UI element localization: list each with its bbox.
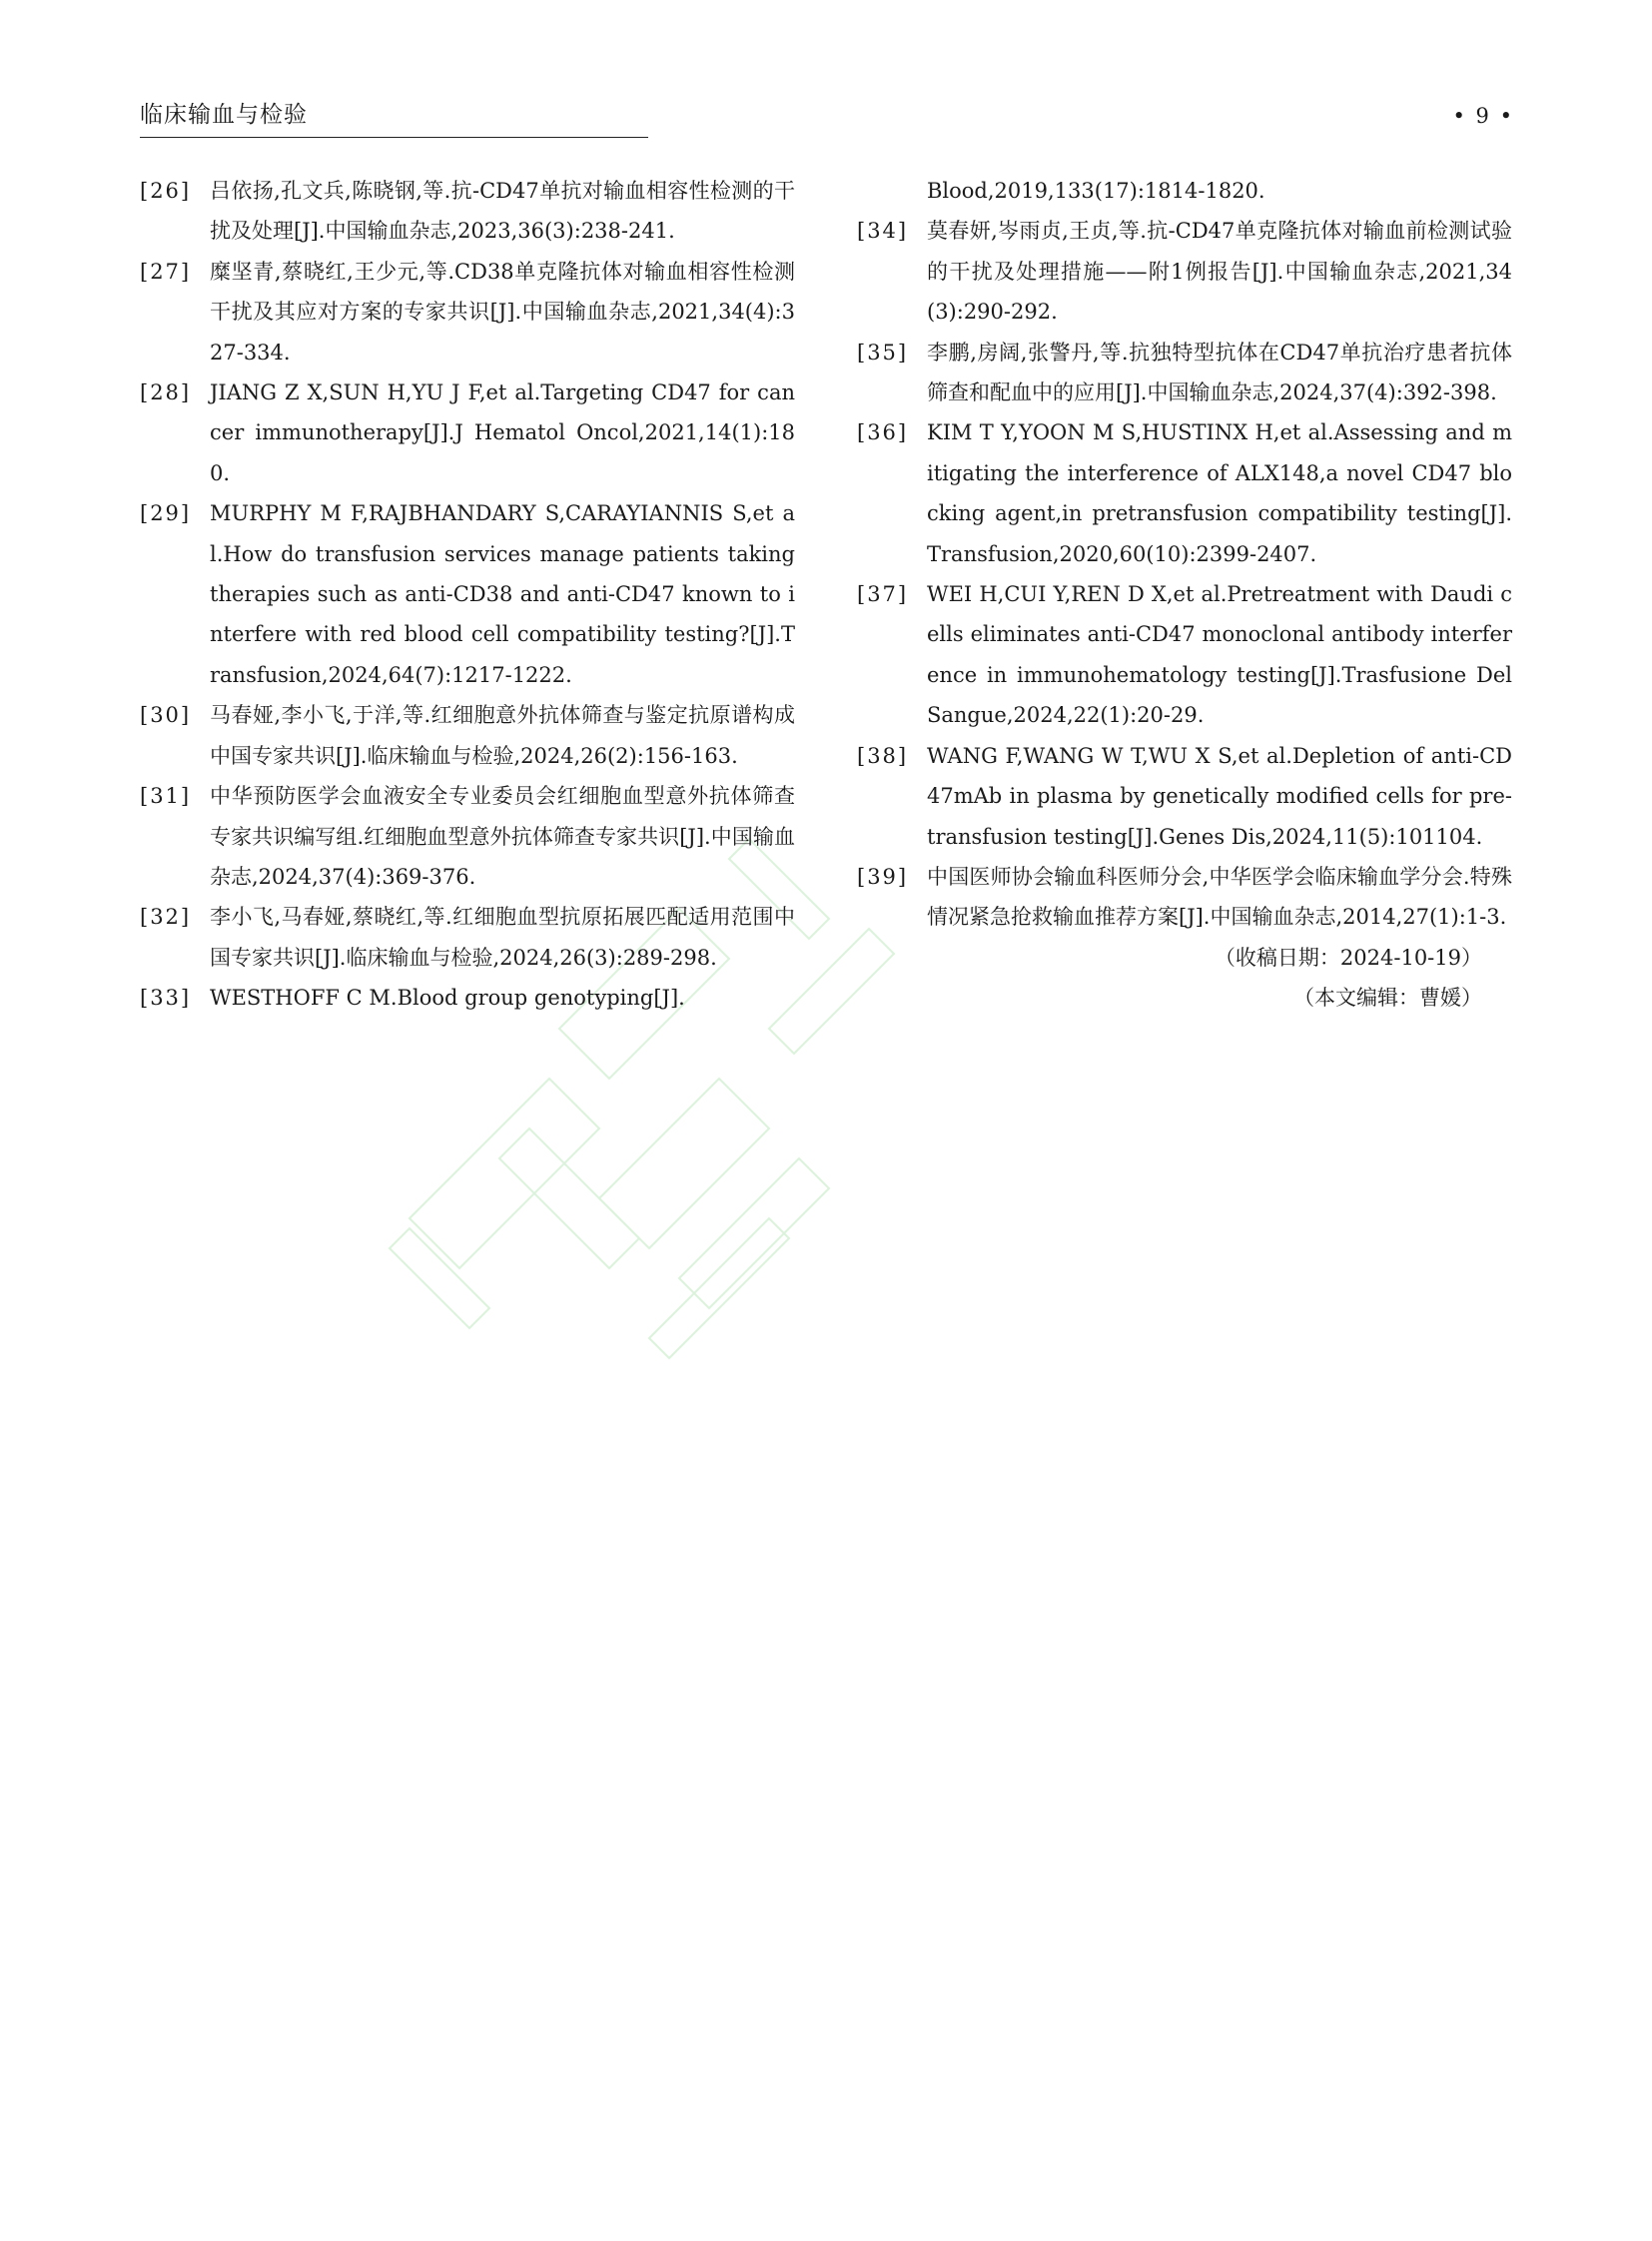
reference-item <box>140 252 795 373</box>
reference-number: [37] <box>857 582 909 607</box>
reference-number: [34] <box>857 219 909 244</box>
reference-item <box>857 333 1512 413</box>
reference-text: WEI H,CUI Y,REN D X,et al.Pretreatment with Daudi cells eliminates anti-CD47 monoclonal antibody interference in immunohematology testing[J].Trasfusione Del Sangue,2024,22(1):20-29. <box>927 582 1512 728</box>
reference-text: KIM T Y,YOON M S,HUSTINX H,et al.Assessing and mitigating the interference of ALX148,a novel CD47 blocking agent,in pretransfusion compatibility testing[J].Transfusion,2020,60(10):2399-2407. <box>927 420 1512 566</box>
journal-name: 临床输血与检验 <box>140 102 308 128</box>
reference-item <box>140 897 795 978</box>
reference-number: [38] <box>857 743 909 768</box>
reference-number: [36] <box>857 420 909 445</box>
reference-text: 糜坚青,蔡晓红,王少元,等.CD38单克隆抗体对输血相容性检测干扰及其应对方案的专家共识[J].中国输血杂志,2021,34(4):327-334. <box>210 259 795 365</box>
reference-text: WESTHOFF C M.Blood group genotyping[J]. <box>210 986 685 1011</box>
reference-text: 李小飞,马春娅,蔡晓红,等.红细胞血型抗原拓展匹配适用范围中国专家共识[J].临床输血与检验,2024,26(3):289-298. <box>210 905 795 970</box>
reference-number: [35] <box>857 340 909 365</box>
reference-number: [31] <box>140 784 192 809</box>
reference-number: [27] <box>140 259 192 284</box>
received-date: （收稿日期：2024-10-19） <box>1214 945 1482 970</box>
reference-text: 马春娅,李小飞,于洋,等.红细胞意外抗体筛查与鉴定抗原谱构成中国专家共识[J].临床输血与检验,2024,26(2):156-163. <box>210 703 795 768</box>
reference-continuation: Blood,2019,133(17):1814-1820. <box>927 179 1265 203</box>
left-column <box>140 171 795 1019</box>
reference-number: [26] <box>140 179 192 203</box>
reference-item <box>140 373 795 493</box>
reference-text: MURPHY M F,RAJBHANDARY S,CARAYIANNIS S,et al.How do transfusion services manage patients taking therapies such as anti-CD38 and anti-CD47 known to interfere with red blood cell compatibility testing?[J].Transfusion,2024,64(7):1217-1222. <box>210 501 795 687</box>
reference-item <box>857 412 1512 574</box>
reference-text: WANG F,WANG W T,WU X S,et al.Depletion of anti-CD47mAb in plasma by genetically modified cells for pre-transfusion testing[J].Genes Dis,2024,11(5):101104. <box>927 743 1512 849</box>
reference-text: 莫春妍,岑雨贞,王贞,等.抗-CD47单克隆抗体对输血前检测试验的干扰及处理措施——附1例报告[J].中国输血杂志,2021,34(3):290-292. <box>927 219 1512 325</box>
right-column <box>857 171 1512 1019</box>
reference-number: [33] <box>140 986 192 1011</box>
reference-item <box>857 736 1512 857</box>
reference-number: [30] <box>140 703 192 728</box>
reference-item <box>857 211 1512 332</box>
reference-text: JIANG Z X,SUN H,YU J F,et al.Targeting CD47 for cancer immunotherapy[J].J Hematol Oncol,2021,14(1):180. <box>210 380 795 485</box>
reference-item <box>140 978 795 1018</box>
editor-note: （本文编辑：曹媛） <box>1293 986 1482 1011</box>
reference-text: 吕依扬,孔文兵,陈晓钢,等.抗-CD47单抗对输血相容性检测的干扰及处理[J].中国输血杂志,2023,36(3):238-241. <box>210 179 795 244</box>
header-rule <box>140 137 648 138</box>
reference-number: [39] <box>857 864 909 889</box>
reference-item <box>140 493 795 695</box>
reference-item <box>857 857 1512 938</box>
reference-item <box>857 574 1512 736</box>
reference-text: 中华预防医学会血液安全专业委员会红细胞血型意外抗体筛查专家共识编写组.红细胞血型意外抗体筛查专家共识[J].中国输血杂志,2024,37(4):369-376. <box>210 784 795 889</box>
reference-item <box>140 171 795 252</box>
page-header <box>140 100 1514 144</box>
reference-text: 李鹏,房阔,张警丹,等.抗独特型抗体在CD47单抗治疗患者抗体筛查和配血中的应用[J].中国输血杂志,2024,37(4):392-398. <box>927 340 1512 405</box>
reference-number: [32] <box>140 905 192 930</box>
reference-item <box>140 776 795 897</box>
reference-number: [28] <box>140 380 192 405</box>
page-number: • 9 • <box>1452 104 1514 128</box>
reference-text: 中国医师协会输血科医师分会,中华医学会临床输血学分会.特殊情况紧急抢救输血推荐方案[J].中国输血杂志,2014,27(1):1-3. <box>927 864 1512 930</box>
reference-item <box>140 695 795 776</box>
reference-number: [29] <box>140 501 192 526</box>
